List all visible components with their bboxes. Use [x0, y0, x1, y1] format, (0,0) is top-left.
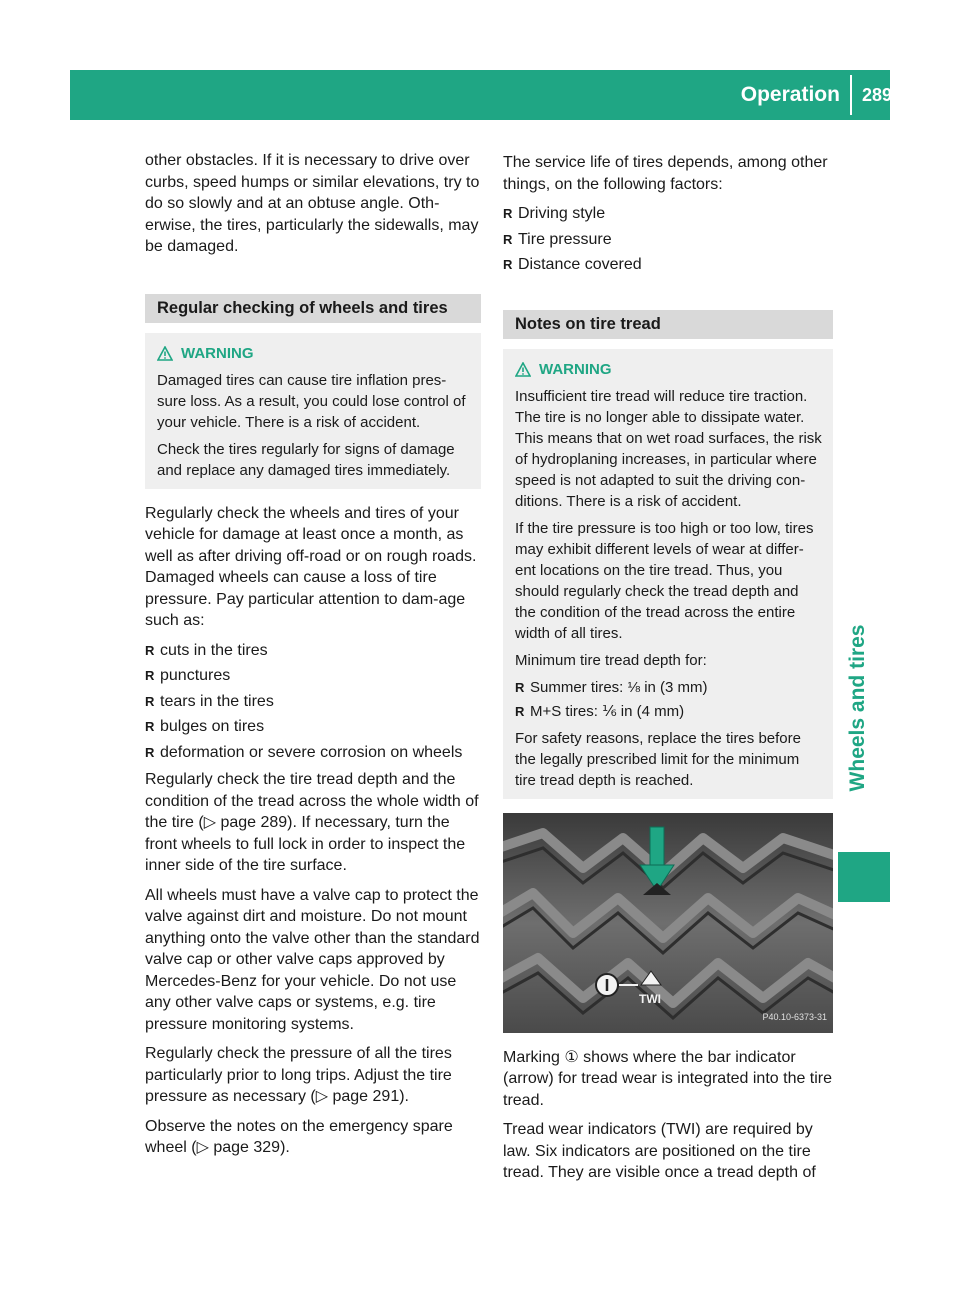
tire-tread-illustration — [503, 813, 833, 1033]
tread-depth-list — [515, 677, 823, 722]
warning-text: Insufficient tire tread will reduce tire traction. The tire is no longer able to dissipate water. This means that on wet road surfaces, the risk of hydroplaning increases, in particular where speed is not adapted to suit the driving con-ditions. There is a risk of accident. — [515, 387, 822, 510]
twi-label: TWI — [639, 991, 661, 1006]
warning-text: If the tire pressure is too high or too low, tires may exhibit different levels of wear at differ-ent locations on the tire tread. Thus, you should regularly check the tread depth and the condition of the tread across the entire width of all tires. — [515, 519, 814, 642]
list-item: R Distance covered — [503, 254, 833, 276]
warning-title — [515, 359, 823, 380]
warning-text: Minimum tire tread depth for: — [515, 651, 707, 669]
warning-title — [157, 343, 471, 364]
list-item: R bulges on tires — [145, 716, 481, 738]
list-item: R M+S tires: ⅙ in (4 mm) — [515, 701, 823, 722]
warning-icon — [157, 346, 173, 361]
warning-text: Damaged tires can cause tire inflation pres-sure loss. As a result, you could lose control of your vehicle. There is a risk of accident. — [157, 371, 466, 431]
right-column — [503, 152, 833, 1192]
list-item: R tears in the tires — [145, 691, 481, 713]
list-item: R Tire pressure — [503, 229, 833, 251]
paragraph: Observe the notes on the emergency spare wheel (▷ page 329). — [145, 1117, 453, 1156]
list-item: R cuts in the tires — [145, 640, 481, 662]
warning-text: For safety reasons, replace the tires before the legally prescribed limit for the minimum tire tread depth is reached. — [515, 729, 801, 789]
factors-list — [503, 203, 833, 276]
warning-label: WARNING — [181, 344, 254, 362]
left-column — [145, 150, 481, 1167]
paragraph: Regularly check the pressure of all the tires particularly prior to long trips. Adjust the tire pressure as necessary (▷ page 291). — [145, 1045, 452, 1105]
side-tab-block — [838, 852, 890, 902]
list-item: R deformation or severe corrosion on wheels — [145, 742, 481, 764]
paragraph: Tread wear indicators (TWI) are required by law. Six indicators are positioned on the tire tread. They are visible once a tread depth of — [503, 1121, 816, 1181]
paragraph: Regularly check the tire tread depth and the condition of the tread across the whole width of the tire (▷ page 289). If necessary, turn the front wheels to full lock in order to inspect the inner side of the tire surface. — [145, 771, 479, 874]
list-item: R Summer tires: ⅛ in (3 mm) — [515, 677, 823, 698]
damage-list — [145, 640, 481, 764]
left-intro: other obstacles. If it is necessary to drive over curbs, speed humps or similar elevations, try to do so slowly and at an obtuse angle. Oth-erwise, the tires, particularly the sidewalls, may be damaged. — [145, 152, 480, 255]
section-heading-regular-checking: Regular checking of wheels and tires — [145, 294, 481, 323]
photo-caption: P40.10-6373-31 — [762, 1012, 827, 1022]
warning-label: WARNING — [539, 360, 612, 378]
paragraph: Marking ① shows where the bar indicator (arrow) for tread wear is integrated into the tire tread. — [503, 1048, 833, 1109]
warning-icon — [515, 362, 531, 377]
list-item: R punctures — [145, 665, 481, 687]
list-item: R Driving style — [503, 203, 833, 225]
warning-text: Check the tires regularly for signs of damage and replace any damaged tires immediately. — [157, 440, 455, 479]
page-number: 289 — [861, 84, 892, 105]
warning-box — [145, 333, 481, 489]
side-tab-label: Wheels and tires — [846, 624, 869, 792]
header — [741, 78, 892, 112]
header-divider — [850, 75, 852, 115]
paragraph: All wheels must have a valve cap to protect the valve against dirt and moisture. Do not mount anything onto the valve other than the standard valve cap or other valve caps approved by Mercedes-Benz for your vehicle. Do not use any other valve caps or systems, e.g. tire pressure monitoring systems. — [145, 886, 480, 1033]
section-title: Operation — [740, 83, 840, 106]
section-heading-tire-tread: Notes on tire tread — [503, 310, 833, 339]
right-intro: The service life of tires depends, among other things, on the following factors: — [503, 154, 828, 193]
paragraph: Regularly check the wheels and tires of your vehicle for damage at least once a month, as well as after driving off-road or on rough roads. Damaged wheels can cause a loss of tire pressure. Pay particular attention to dam-age such as: — [145, 504, 477, 629]
tire-tread-photo — [503, 813, 833, 1033]
warning-box — [503, 349, 833, 799]
